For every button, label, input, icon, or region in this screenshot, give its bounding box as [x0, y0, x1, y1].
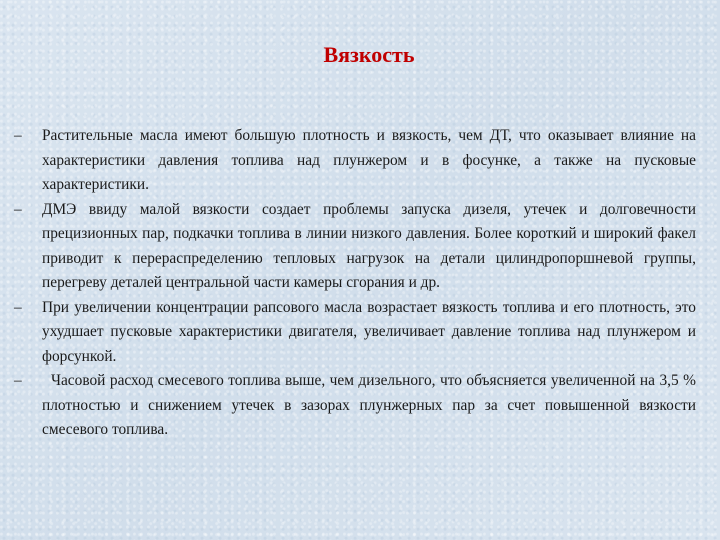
bullet-list [14, 124, 700, 443]
bullet-text: Часовой расход смесевого топлива выше, чем дизельного, что объясняется увеличенной на 3,5 % плотностью и снижением утечек в зазорах плунжерных пар за счет повышенной вязкости смесевого топлива. [42, 372, 700, 438]
bullet-item [14, 296, 696, 370]
bullet-text: Растительные масла имеют большую плотность и вязкость, чем ДТ, что оказывает влияние на характеристики давления топлива над плунжером и в фосунке, а также на пусковые характеристики. [42, 127, 696, 193]
bullet-text: ДМЭ ввиду малой вязкости создает проблемы запуска дизеля, утечек и долговечности прецизионных пар, подкачки топлива в линии низкого давления. Более короткий и широкий факел приводит к перераспределению тепловых нагрузок на детали цилиндропоршневой группы, перегреву деталей центральной части камеры сгорания и др. [42, 200, 696, 291]
bullet-marker: – [14, 200, 22, 218]
bullet-item [14, 124, 696, 198]
bullet-marker: – [14, 372, 22, 389]
bullet-marker: – [14, 127, 22, 144]
bullet-text: При увеличении концентрации рапсового масла возрастает вязкость топлива и его плотность, это ухудшает пусковые характеристики двигателя, увеличивает давление топлива над плунжером и форсункой. [42, 298, 696, 365]
bullet-marker: – [14, 298, 22, 316]
bullet-item [14, 198, 696, 296]
bullet-item [14, 369, 700, 443]
slide-title: Вязкость [323, 42, 415, 67]
